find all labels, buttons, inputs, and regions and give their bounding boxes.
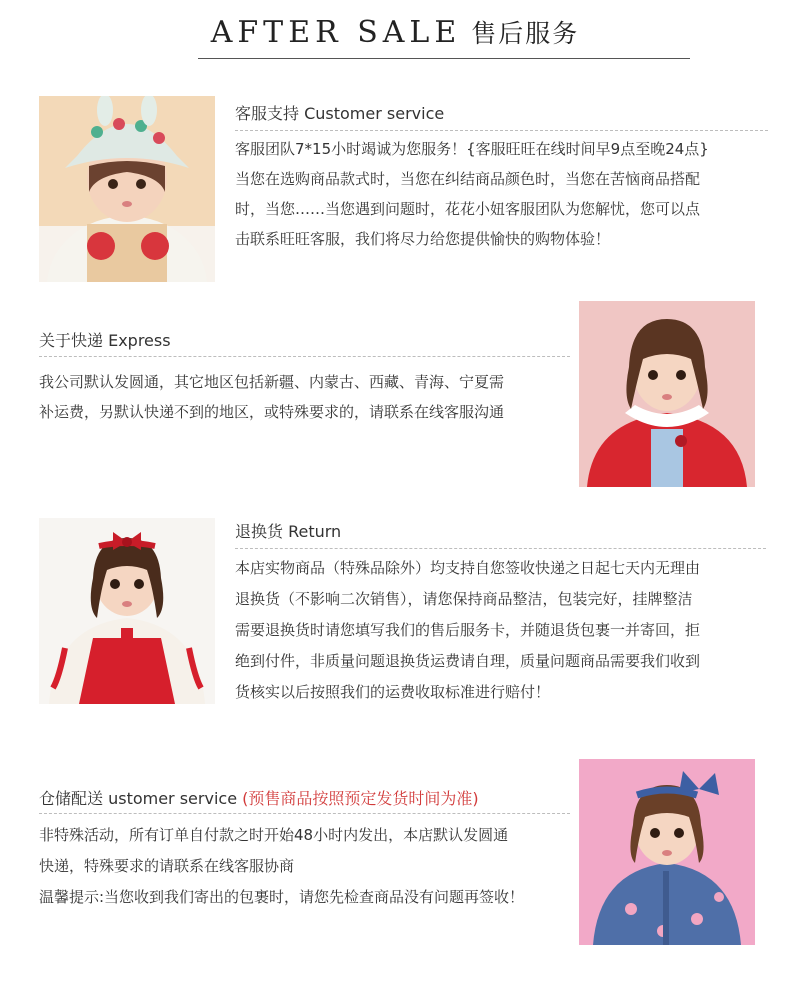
body-line: 我公司默认发圆通，其它地区包括新疆、内蒙古、西藏、青海、宁夏需 xyxy=(39,373,505,391)
photo-child-red-bow-headband xyxy=(39,518,215,704)
title-underline xyxy=(198,58,690,59)
photo-child-floral-bucket-hat xyxy=(39,96,215,282)
section-heading-customer-service xyxy=(235,101,444,124)
body-line: 快递，特殊要求的请联系在线客服协商 xyxy=(39,857,295,875)
page-title-en: AFTER SALE xyxy=(210,15,462,50)
body-line: 客服团队7*15小时竭诚为您服务！{客服旺旺在线时间早9点至晚24点} xyxy=(235,140,709,158)
section-divider xyxy=(235,130,768,131)
body-line: 补运费，另默认快递不到的地区，或特殊要求的，请联系在线客服沟通 xyxy=(39,403,505,421)
page-title-zh: 售后服务 xyxy=(471,19,580,48)
body-line: 本店实物商品（特殊品除外）均支持自您签收快递之日起七天内无理由 xyxy=(235,559,701,577)
section-body-express xyxy=(39,367,571,427)
section-body-return xyxy=(235,553,775,708)
section-heading-text: 仓储配送 ustomer service xyxy=(39,789,238,808)
section-heading-return xyxy=(235,519,341,542)
section-divider xyxy=(39,356,570,357)
section-heading-text: 退换货 Return xyxy=(235,522,342,541)
section-heading-text: 客服支持 Customer service xyxy=(235,104,445,123)
section-body-customer-service xyxy=(235,134,775,254)
body-line: 绝到付件，非质量问题退换货运费请自理，质量问题商品需要我们收到 xyxy=(235,652,701,670)
section-heading-note: (预售商品按照预定发货时间为准) xyxy=(242,789,479,808)
section-heading-express xyxy=(39,328,171,351)
body-line: 时，当您……当您遇到问题时，花花小妞客服团队为您解忧，您可以点 xyxy=(235,200,701,218)
photo-child-denim-dress xyxy=(579,759,755,945)
body-line: 需要退换货时请您填写我们的售后服务卡，并随退货包裹一并寄回，拒 xyxy=(235,621,701,639)
section-divider xyxy=(235,548,766,549)
page-title xyxy=(0,14,790,50)
body-line: 温馨提示:当您收到我们寄出的包裹时，请您先检查商品没有问题再签收！ xyxy=(39,888,525,906)
section-heading-delivery xyxy=(39,786,479,809)
section-divider xyxy=(39,813,570,814)
body-line: 当您在选购商品款式时，当您在纠结商品颜色时，当您在苦恼商品搭配 xyxy=(235,170,701,188)
body-line: 退换货（不影响二次销售），请您保持商品整洁，包装完好，挂牌整洁 xyxy=(235,590,693,608)
section-heading-text: 关于快递 Express xyxy=(39,331,171,350)
body-line: 非特殊活动，所有订单自付款之时开始48小时内发出，本店默认发圆通 xyxy=(39,826,509,844)
section-body-delivery xyxy=(39,820,574,913)
photo-child-red-cardigan xyxy=(579,301,755,487)
body-line: 击联系旺旺客服，我们将尽力给您提供愉快的购物体验！ xyxy=(235,230,611,248)
body-line: 货核实以后按照我们的运费收取标准进行赔付！ xyxy=(235,683,551,701)
